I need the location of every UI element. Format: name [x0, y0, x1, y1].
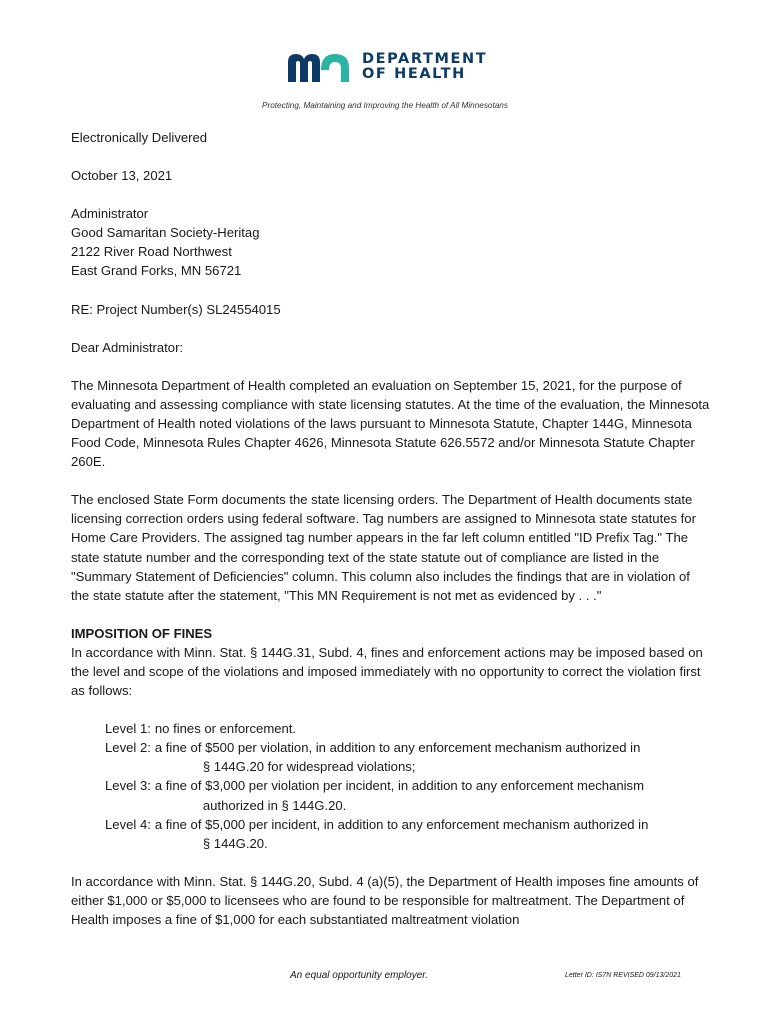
fine-level-label: Level 2: — [105, 740, 151, 756]
fine-level-text — [155, 719, 711, 738]
letter-date: October 13, 2021 — [71, 168, 173, 184]
logo-line-2: OF HEALTH — [362, 66, 466, 82]
fine-level-item — [105, 719, 711, 738]
fine-level-text — [155, 738, 711, 776]
paragraph-evaluation: The Minnesota Department of Health completed an evaluation on September 15, 2021, for the purpose of evaluating and assessing compliance with state licensing statutes. At the time of the evaluation, the Minnesota Department of Health noted violations of the laws pursuant to Minnesota Statute, Chapter 144G, Minnesota Food Code, Minnesota Rules Chapter 4626, Minnesota Statute 626.5572 and/or Minnesota Statute Chapter 260E. — [71, 377, 710, 470]
fine-level-text — [155, 815, 711, 853]
fine-level-line-2: § 144G.20 for widespread violations; — [202, 759, 416, 775]
fine-level-line-1: a fine of $3,000 per violation per incident, in addition to any enforcement mechanism — [154, 778, 645, 794]
fine-level-line-2: authorized in § 144G.20. — [202, 797, 347, 813]
fine-level-text — [155, 776, 711, 814]
fine-level-line-1: a fine of $5,000 per incident, in addition to any enforcement mechanism authorized in — [154, 816, 649, 832]
paragraph-fines: In accordance with Minn. Stat. § 144G.31, Subd. 4, fines and enforcement actions may be imposed based on the level and scope of the violations and imposed immediately with no opportunity to correct the violation first as follows: — [71, 644, 703, 699]
fine-level-label: Level 3: — [105, 778, 151, 794]
letter-body — [71, 128, 711, 929]
fine-level-label: Level 4: — [105, 816, 151, 832]
fines-heading: IMPOSITION OF FINES — [71, 625, 213, 641]
fine-level-item — [105, 738, 711, 776]
fine-levels-list — [105, 719, 711, 853]
mdh-logo — [285, 50, 487, 84]
tagline: Protecting, Maintaining and Improving the Health of All Minnesotans — [262, 101, 508, 110]
address-line: Good Samaritan Society-Heritag — [71, 225, 260, 241]
re-line: RE: Project Number(s) SL24554015 — [71, 301, 281, 317]
logo-wordmark — [362, 52, 487, 82]
address-line: 2122 River Road Northwest — [71, 244, 232, 260]
mn-logo-icon — [285, 50, 353, 84]
address-line: East Grand Forks, MN 56721 — [71, 263, 242, 279]
fine-level-label: Level 1: — [105, 721, 151, 737]
fine-level-line-2: § 144G.20. — [202, 835, 268, 851]
paragraph-maltreatment: In accordance with Minn. Stat. § 144G.20, Subd. 4 (a)(5), the Department of Health imposes fine amounts of either $1,000 or $5,000 to licensees who are found to be responsible for maltreatment. The Department of Health imposes a fine of $1,000 for each substantiated maltreatment violation — [71, 873, 699, 927]
delivery-method: Electronically Delivered — [71, 130, 208, 145]
fine-level-item — [105, 815, 711, 853]
equal-opportunity-note: An equal opportunity employer. — [290, 970, 429, 981]
letter-id: Letter ID: IS7N REVISED 09/13/2021 — [565, 972, 681, 979]
fine-level-line-1: a fine of $500 per violation, in addition to any enforcement mechanism authorized in — [154, 740, 641, 756]
recipient-address — [71, 204, 711, 280]
fine-level-line-1: no fines or enforcement. — [154, 721, 297, 737]
logo-line-1: DEPARTMENT — [362, 51, 488, 67]
address-line: Administrator — [71, 206, 149, 222]
paragraph-state-form: The enclosed State Form documents the state licensing orders. The Department of Health documents state licensing correction orders using federal software. Tag numbers are assigned to Minnesota state statutes for Home Care Providers. The assigned tag number appears in the far left column entitled "ID Prefix Tag." The state statute number and the corresponding text of the state statute out of compliance are listed in the "Summary Statement of Deficiencies" column. This column also includes the findings that are in violation of the state statute after the statement, "This MN Requirement is not met as evidenced by . . ." — [71, 492, 696, 603]
salutation: Dear Administrator: — [71, 339, 184, 355]
fine-level-item — [105, 776, 711, 814]
